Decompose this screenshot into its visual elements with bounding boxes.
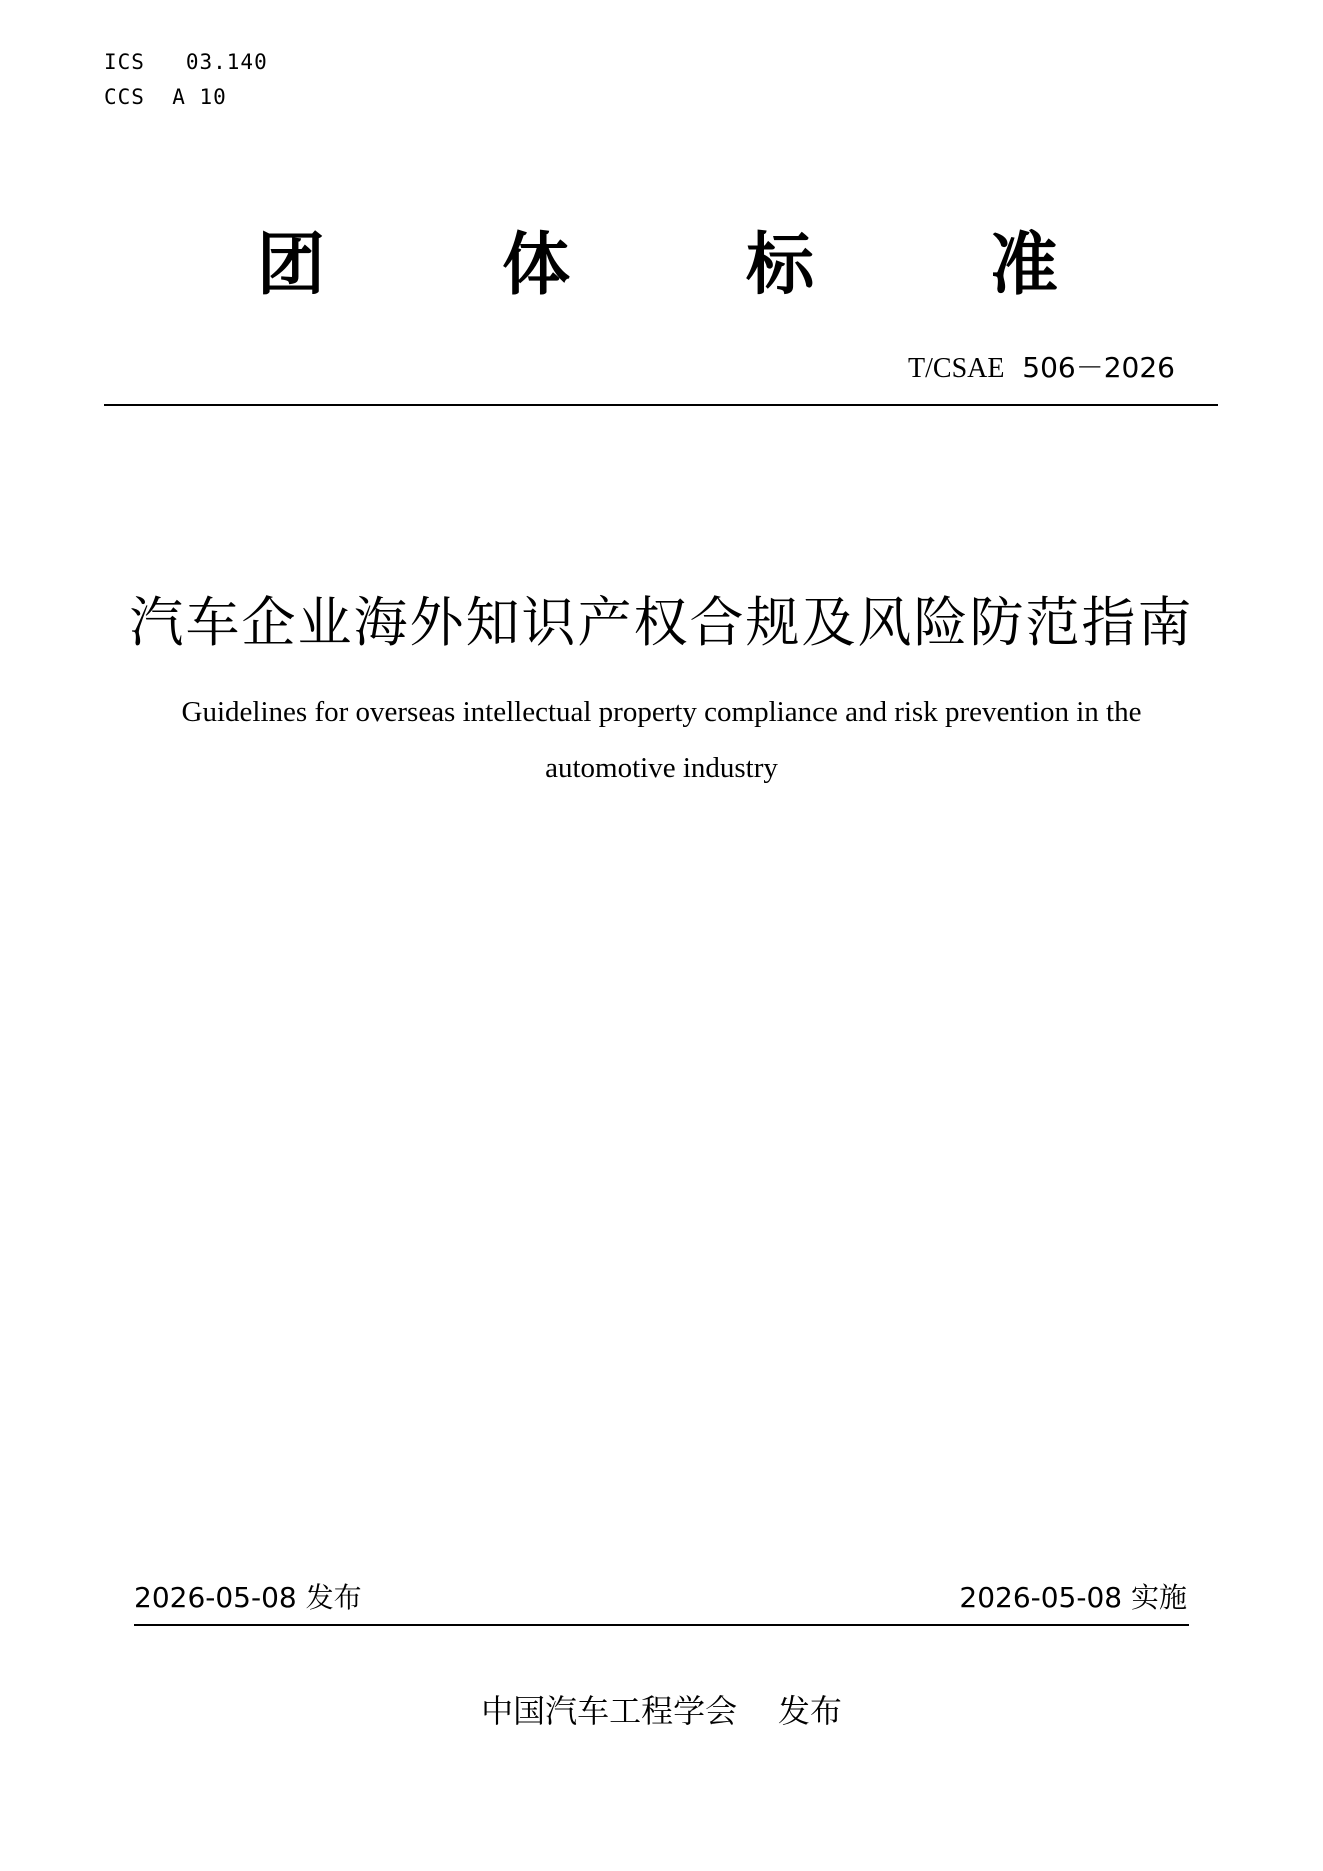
standard-type-char-2: 体 [501,226,570,305]
standard-code-number: 506－2026 [1022,351,1175,384]
standard-code-org: T/CSAE [908,353,1005,384]
standard-type-char-3: 标 [745,226,814,305]
top-divider [104,404,1218,406]
publisher-line: 中国汽车工程学会 发布 [481,1692,842,1730]
ics-code: ICS 03.140 [104,50,268,74]
title-english: Guidelines for overseas intellectual property compliance and risk prevention in the automotive industry [181,696,1142,784]
standard-type-char-4: 准 [989,226,1058,305]
publish-date: 2026-05-08 发布 [134,1581,362,1614]
implement-date: 2026-05-08 实施 [959,1581,1187,1614]
title-chinese: 汽车企业海外知识产权合规及风险防范指南 [129,591,1194,654]
ccs-code: CCS A 10 [104,85,227,109]
standard-code [908,346,1175,386]
standard-type-char-1: 团 [256,226,325,305]
bottom-divider [134,1624,1189,1626]
